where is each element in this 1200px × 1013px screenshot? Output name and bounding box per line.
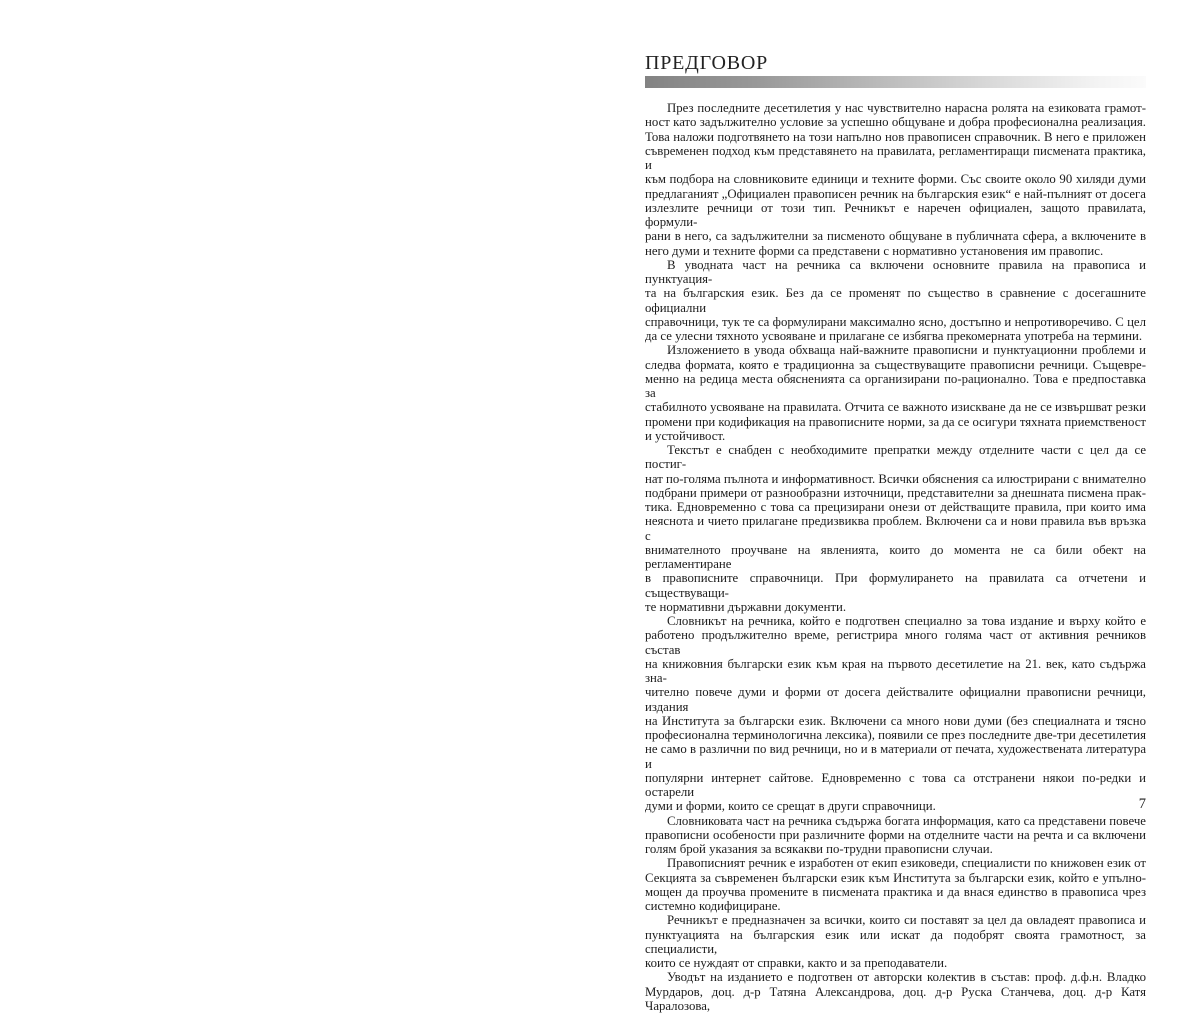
text-line: стабилното усвояване на правилата. Отчита се важното изискване да не се извършват резки xyxy=(645,400,1146,414)
text-line: и устойчивост. xyxy=(645,429,1146,443)
text-line: чително повече думи и форми от досега действалите официални правописни речници, издания xyxy=(645,685,1146,714)
text-line: които се нуждаят от справки, както и за преподаватели. xyxy=(645,956,1146,970)
text-line: професионална терминологична лексика), появили се през последните две-три десетилетия xyxy=(645,728,1146,742)
text-line: Мурдаров, доц. д-р Татяна Александрова, доц. д-р Руска Станчева, доц. д-р Катя Чаралозова, xyxy=(645,985,1146,1013)
text-line: да се улесни тяхното усвояване и прилагане се избягва прекомерната употреба на термини. xyxy=(645,329,1146,343)
text-line: подбрани примери от разнообразни източници, представителни за днешната писмена прак- xyxy=(645,486,1146,500)
page-number: 7 xyxy=(1139,796,1146,813)
text-line: съвременен подход към представянето на правилата, регламентиращи писмената практика, и xyxy=(645,144,1146,173)
text-line: Словниковата част на речника съдържа богата информация, като са представени повече xyxy=(645,814,1146,828)
text-line: в правописните справочници. При формулирането на правилата са отчетени и съществуващи- xyxy=(645,571,1146,600)
text-line: Секцията за съвременен български език към Института за български език, който е упълно- xyxy=(645,871,1146,885)
text-line: Уводът на изданието е подготвен от авторски колектив в състав: проф. д.ф.н. Владко xyxy=(645,970,1146,984)
text-line: него думи и техните форми са представени с нормативно установения им правопис. xyxy=(645,244,1146,258)
paragraph xyxy=(645,913,1146,970)
page-title: ПРЕДГОВОР xyxy=(645,52,768,75)
text-line: думи и форми, които се срещат в други справочници. xyxy=(645,799,1146,813)
text-line: менно на редица места обясненията са организирани по-рационално. Това е предпоставка за xyxy=(645,372,1146,401)
text-line: Правописният речник е изработен от екип езиковеди, специалисти по книжовен език от xyxy=(645,856,1146,870)
text-line: Това наложи подготвянето на този напълно нов правописен справочник. В него е приложен xyxy=(645,130,1146,144)
text-line: промени при кодификация на правописните норми, за да се осигури тяхната приемственост xyxy=(645,415,1146,429)
text-line: голям брой указания за всякакви по-трудни правописни случаи. xyxy=(645,842,1146,856)
text-line: излезлите речници от този тип. Речникът е наречен официален, защото правилата, формули- xyxy=(645,201,1146,230)
text-line: През последните десетилетия у нас чувствително нарасна ролята на езиковата грамот- xyxy=(645,101,1146,115)
text-line: следва формата, която е традиционна за съществуващите правописни речници. Същевре- xyxy=(645,358,1146,372)
paragraph xyxy=(645,856,1146,913)
text-line: Словникът на речника, който е подготвен специално за това издание и върху който е xyxy=(645,614,1146,628)
text-line: на Института за български език. Включени са много нови думи (без специалната и тясно xyxy=(645,714,1146,728)
text-line: нат по-голяма пълнота и информативност. Всички обяснения са илюстрирани с внимателно xyxy=(645,472,1146,486)
text-line: Текстът е снабден с необходимите препратки между отделните части с цел да се постиг- xyxy=(645,443,1146,472)
preface-column xyxy=(645,0,1146,852)
text-line: та на българския език. Без да се променят по същество в сравнение с досегашните официални xyxy=(645,286,1146,315)
paragraph xyxy=(645,814,1146,857)
paragraph xyxy=(645,970,1146,1013)
text-line: предлаганият „Официален правописен речник на българския език“ е най-пълният от досега xyxy=(645,187,1146,201)
text-line: справочници, тук те са формулирани максимално ясно, достъпно и непротиворечиво. С цел xyxy=(645,315,1146,329)
text-line: ност като задължително условие за успешно общуване и добра професионална реализация. xyxy=(645,115,1146,129)
preface-paragraphs xyxy=(645,101,1146,1013)
text-line: мощен да проучва промените в писмената практика и да внася единство в правописа чрез xyxy=(645,885,1146,899)
paragraph xyxy=(645,614,1146,814)
text-line: системно кодифициране. xyxy=(645,899,1146,913)
paragraph xyxy=(645,343,1146,443)
text-line: към подбора на словниковите единици и техните форми. Със своите около 90 хиляди думи xyxy=(645,172,1146,186)
text-line: пунктуацията на българския език или искат да подобрят своята грамотност, за специалисти, xyxy=(645,928,1146,957)
paragraph xyxy=(645,101,1146,258)
text-line: Речникът е предназначен за всички, които си поставят за цел да овладеят правописа и xyxy=(645,913,1146,927)
text-line: правописни особености при различните форми на отделните части на речта и са включени xyxy=(645,828,1146,842)
text-line: не само в различни по вид речници, но и в материали от печата, художествената литература и xyxy=(645,742,1146,771)
paragraph xyxy=(645,443,1146,614)
text-line: те нормативни държавни документи. xyxy=(645,600,1146,614)
text-line: популярни интернет сайтове. Едновременно с това са отстранени някои по-редки и остарели xyxy=(645,771,1146,800)
paragraph xyxy=(645,258,1146,344)
text-line: работено продължително време, регистрира много голяма част от активния речников състав xyxy=(645,628,1146,657)
text-line: тика. Едновременно с това са прецизирани онези от действащите правила, при които има xyxy=(645,500,1146,514)
text-line: на книжовния български език към края на първото десетилетие на 21. век, като съдържа зна- xyxy=(645,657,1146,686)
text-line: неяснота и чието прилагане предизвиква проблем. Включени са и нови правила във връзка с xyxy=(645,514,1146,543)
text-line: внимателното проучване на явленията, които до момента не са били обект на регламентиране xyxy=(645,543,1146,572)
text-line: В уводната част на речника са включени основните правила на правописа и пунктуация- xyxy=(645,258,1146,287)
title-divider-bar xyxy=(645,76,1146,88)
text-line: рани в него, са задължителни за писменото общуване в публичната сфера, а включените в xyxy=(645,229,1146,243)
text-line: Изложението в увода обхваща най-важните правописни и пунктуационни проблеми и xyxy=(645,343,1146,357)
